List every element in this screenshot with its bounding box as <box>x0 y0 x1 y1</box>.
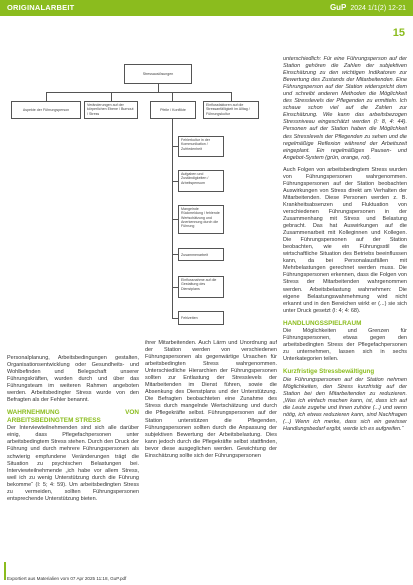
subsection-heading: Kurzfristige Stressbewältigung <box>283 368 375 376</box>
category-diagram <box>0 0 275 338</box>
diagram-chain-box: Fehlzeiten <box>178 311 224 325</box>
issue-info: 2024 1/1(2) 12-21 <box>350 5 406 12</box>
diagram-chain-box: Fehlerkultur in der Kommunikation / Zufriedenheit <box>178 136 224 157</box>
diagram-connector <box>46 92 231 93</box>
diagram-connector <box>158 84 159 92</box>
section-heading: HANDLUNGSSPIELRAUM <box>283 319 362 327</box>
diagram-level2-box: Aspekte der Führungsperson <box>11 101 81 119</box>
diagram-chain-box: Mangelnde Rückmeldung / fehlende Wertschätzung und Anerkennung durch die Führung <box>178 205 224 234</box>
paragraph: unterschiedlich: Für eine Führungsperson auf der Station gehören die Zahlen der subjektiven Einschätzung zu den wichtigen Indikatoren zur Bewertung des Zustands der Mitarbeitenden. Eine Führungsperson auf der Station widerspricht dem und schreibt anderen Methoden die Möglichkeit des Stresslevels der Pflegenden zu ermitteln. Ich schaue schon viel auf die Zahlen zur Einschätzung. Wie kann das arbeitsbezogen Stressniveau eingeschätzt werden (I: 8, 4: 44). Personen auf der Station haben die Möglichkeit des Stresslevels der Pflegenden zu sehen und die regelmäßige Reflexion während der Arbeitszeit eingeplant. Ein regelmäßiges Pausen- und Angebot-System (grün, orange, rot). <box>283 56 407 161</box>
paragraph: Personalplanung, Arbeitsbedingungen gestalten, Organisationsentwicklung oder Gesundheits- und Wohlbefinden und Belegschaft unserer Führungskräften, wurden durch und über das Führungsteam im weiteren Rahmen angeboten werden. Arbeitsbedingter Stress wurde von den Befragten als der Fehler benannt. <box>7 355 139 404</box>
diagram-connector <box>231 92 232 101</box>
paragraph: Die Führungspersonen auf der Station nehmen Möglichkeiten, den Stress kurzfristig auf der Station bei den Mitarbeitenden zu reduzieren. „Was ich einfach machen kann, ist, dass ich auf die Leute zugehe und ihnen zuhöre (...) und wenn nötig, ich etwas reduzieren kann, sind Nachfragen (...) Wenn ich merke, dass sich ein gewisser Handlungsbedarf ergibt, werde ich es aufgreifen.“ <box>283 376 407 433</box>
diagram-level2-box: Veränderungen auf der körperlichen Ebene / Burnout / Stress <box>84 101 138 119</box>
paragraph: Der Interviewteilnehmenden sind sich alle darüber einig, dass Pflegefachpersonen unter arbeitsbedingtem Stress stehen. Durch den Druck der Führung und durch mehrere Führungspersonen als schwierig empfundene Veränderungen trägt die Situation zu psychischen Belastungen bei. Interviewteilnehmende „ich habe vor allem Stress, weil ich zu wenig Unterstützung durch die Führung bekomme“ (I: 5; 4: 59). Um arbeitsbedingten Stress zu vermeiden, sollten Führungspersonen entsprechende Unterstützung bieten. <box>7 425 139 502</box>
diagram-chain-box: Einflussnahme auf die Gestaltung des Dienstplans <box>178 276 224 298</box>
paragraph: Auch Folgen von arbeitsbedingtem Stress wurden von Führungspersonen wahrgenommen. Führungspersonen auf der Station beobachten Auswirkungen von Stress direkt am Verhalten der Mitarbeitenden. Diese Personen werden z. B. Krankheitsabsenzen und Fluktuation von verschiedenen Führungspersonen in der Zusammenhang mit Stress und Belastung gebracht. Das hat Auswirkungen auf die Zusammenarbeit mit Kolleginnen und Kollegen. Die Führungspersonen auf der Station beobachten, wie ein Führungsstil die wirtschaftliche Situation des Betriebs beeinflussen kann, da bei Personalausfällen mit Mehrbelastungen gerechnet werden muss. Die Führungspersonen erkennen, dass die Folgen von Stress der Mitarbeitenden wahrgenommen werden. Arbeitsbelastung wahrnehmen: Die eigene Belastungswahrnehmung wird nicht erkannt und in den Bereichen wirkt er (...) sie sich unter Druck gesetzt (I: 4; 4: 68). <box>283 166 407 314</box>
text-column-3 <box>283 56 407 568</box>
diagram-connector <box>111 92 112 101</box>
page-number: 15 <box>392 27 405 39</box>
journal-brand: GuP <box>329 3 347 12</box>
diagram-level2-box: Pfeile / Konflikte <box>150 101 196 119</box>
diagram-level2-box: Einflussfaktoren auf die Stressanfälligkeit im Alltag / Führungskultur <box>203 101 259 119</box>
paragraph: Die Möglichkeiten und Grenzen für Führungspersonen, etwas gegen den arbeitsbedingten Stress der Pflegefachpersonen zu unternehmen, lassen sich in sechs Unterkategorien teilen. <box>283 328 407 363</box>
journal-issue <box>330 3 406 12</box>
diagram-chain-box: Zusammenarbeit <box>178 248 224 261</box>
section-label: ORIGINALARBEIT <box>7 3 75 12</box>
diagram-connector <box>172 92 173 101</box>
section-heading: WAHRNEHMUNG VON ARBEITSBEDINGTEM STRESS <box>7 409 139 424</box>
text-column-1 <box>7 355 139 572</box>
diagram-connector <box>46 92 47 101</box>
diagram-top-box: Stressauslösungen <box>124 64 192 84</box>
paragraph: ihrer Mitarbeitenden. Auch Lärm und Unordnung auf der Station werden von verschiedenen Führungspersonen als gegenwärtige Ursachen für arbeitsbedingten Stress wahrgenommen. Unterschiedliche Hierarchien der Führungspersonen sollten zur Entlastung der Stresslevels der Mitarbeitenden im Dienst führen, sowie die Absenkung des Dienstplans und der Unterstützung. Die Befragten beobachteten eine Zunahme des Stress durch mangelnde Wertschätzung und durch die Pflegekräfte selbst. Führungspersonen auf der Station unterstützen die Pflegenden, Führungspersonen sollten durch die Anpassung der subjektiven Bewertung der Arbeitsbelastung. Dies kann jedoch durch die Pflegekräfte selbst stattfinden, bevor diese ausgeglichen werden. Gewichtung der Einschätzung sollte sich der Führungspersonen <box>145 340 277 459</box>
footer-accent <box>4 562 6 580</box>
page-footer: Exportiert aus Materialien vom 07 Apr 2025 11:18, GuP.pdf <box>7 576 127 581</box>
diagram-chain-box: Aufgaben und Zuständigkeiten / Arbeitspensum <box>178 170 224 192</box>
text-column-2 <box>145 340 277 575</box>
